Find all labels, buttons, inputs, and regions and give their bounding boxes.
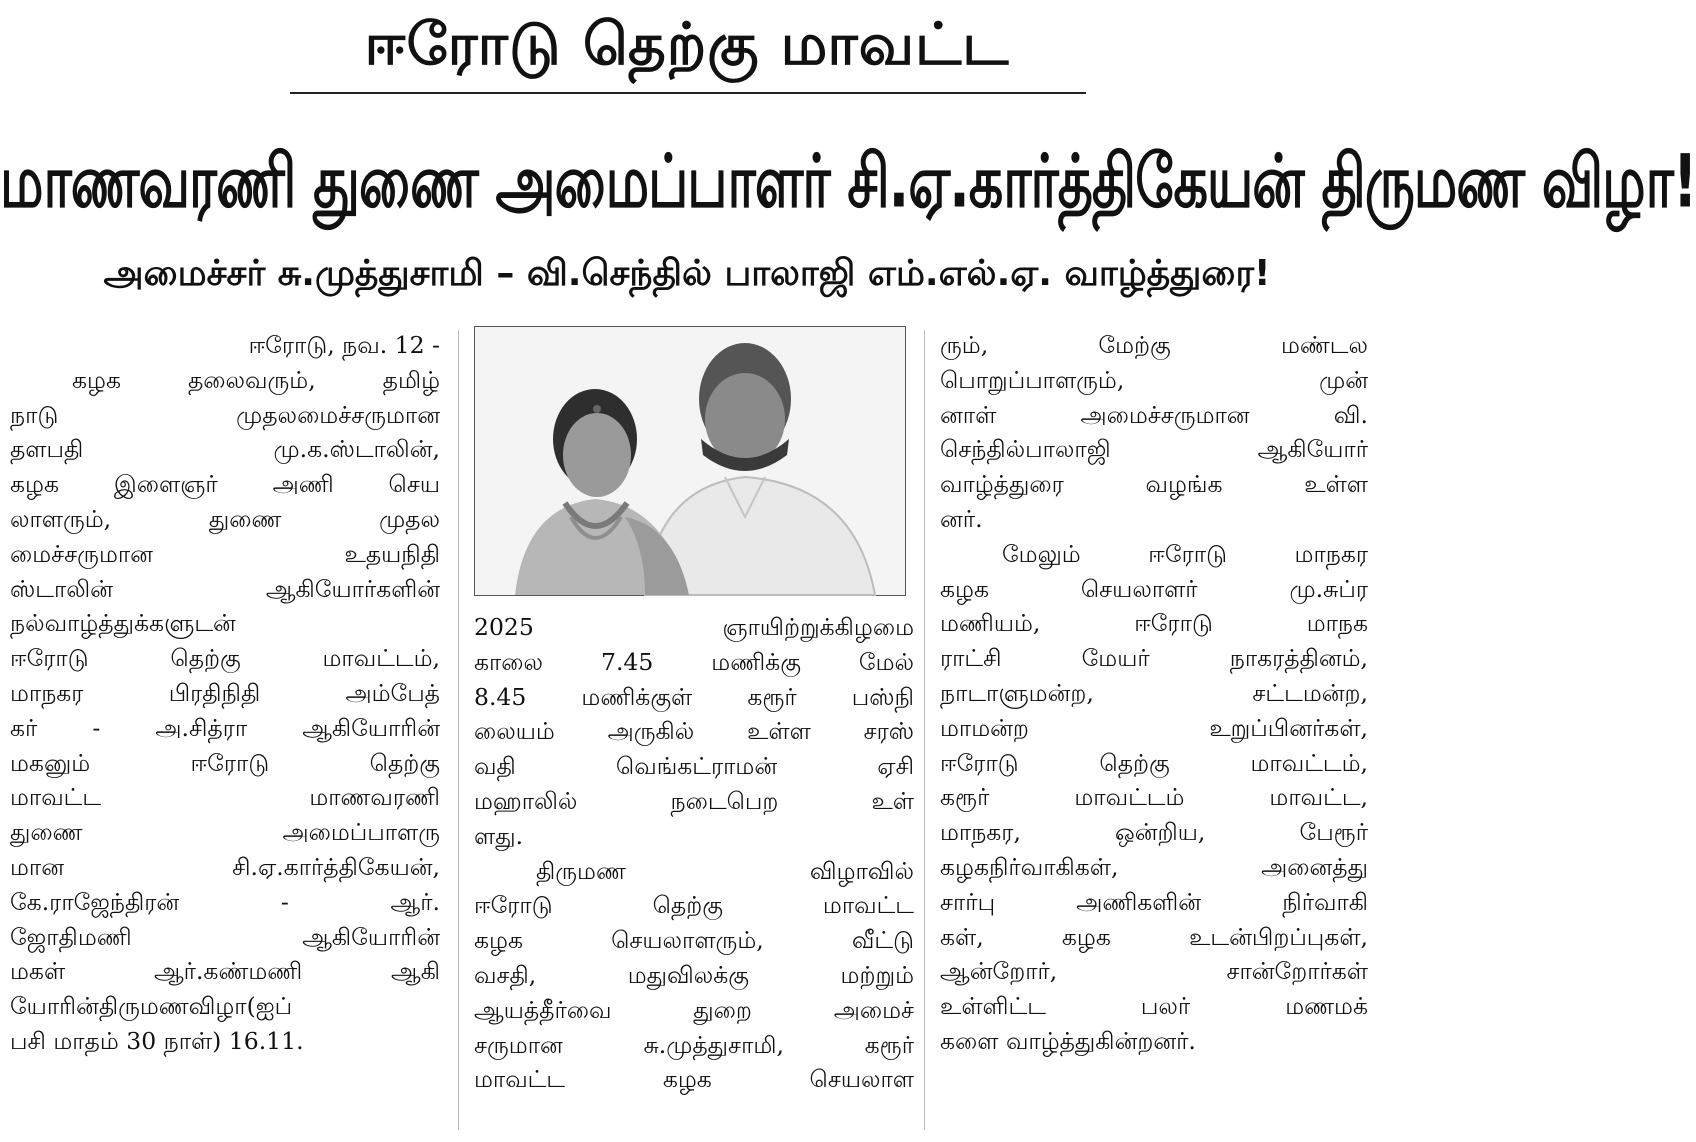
headline: மாணவரணி துணை அமைப்பாளர் சி.ஏ.கார்த்திகேயன் திருமண விழா!	[0, 139, 1696, 225]
column-line: களை வாழ்த்துகின்றனர்.	[940, 1026, 1196, 1055]
column-line: ஈரோடு தெற்கு மாவட்டம்,	[940, 748, 1368, 777]
column-line: மாமன்ற உறுப்பினர்கள்,	[940, 713, 1368, 742]
article-column-2	[474, 610, 914, 1097]
column-line: லையம் அருகில் உள்ள சரஸ்	[474, 717, 914, 746]
column-line: கழக இளைஞர் அணி செய	[10, 470, 440, 499]
column-line: ஆன்றோர், சான்றோர்கள்	[940, 957, 1368, 986]
column-line: ரும், மேற்கு மண்டல	[940, 331, 1368, 359]
column-line: பசி மாதம் 30 நாள்) 16.11.	[10, 1026, 304, 1055]
couple-photo	[474, 326, 906, 596]
column-line: மாவட்ட மாணவரணி	[10, 783, 440, 812]
column-line: செந்தில்பாலாஜி ஆகியோர்	[940, 435, 1368, 464]
column-line: மணியம், ஈரோடு மாநக	[940, 609, 1368, 638]
column-line: மாநகர பிரதிநிதி அம்பேத்	[10, 678, 440, 707]
column-line: காலை 7.45 மணிக்கு மேல்	[474, 647, 914, 676]
article-column-1	[10, 328, 440, 1059]
couple-photo-icon	[475, 327, 905, 595]
column-line: தளபதி மு.க.ஸ்டாலின்,	[10, 435, 440, 464]
column-line: ஜோதிமணி ஆகியோரின்	[10, 922, 440, 951]
column-line: மாவட்ட கழக செயலாள	[474, 1065, 914, 1094]
column-line: வசதி, மதுவிலக்கு மற்றும்	[474, 960, 914, 989]
column-line: ராட்சி மேயர் நாகரத்தினம்,	[940, 644, 1368, 673]
column-line: பொறுப்பாளரும், முன்	[940, 365, 1368, 394]
column-line: நாடு முதலமைச்சருமான	[10, 400, 440, 429]
column-line: மாநகர, ஒன்றிய, பேரூர்	[940, 818, 1368, 847]
column-line: வதி வெங்கட்ராமன் ஏசி	[474, 752, 914, 781]
column-line: சருமான சு.முத்துசாமி, கரூர்	[474, 1030, 914, 1059]
column-line: ஈரோடு தெற்கு மாவட்டம்,	[10, 644, 440, 673]
column-line: கரூர் மாவட்டம் மாவட்ட,	[940, 783, 1368, 812]
column-line: ளது.	[474, 821, 524, 850]
column-line: கர் - அ.சித்ரா ஆகியோரின்	[10, 713, 440, 742]
column-line: னர்.	[940, 504, 983, 533]
column-line: மகனும் ஈரோடு தெற்கு	[10, 748, 440, 777]
subheadline: அமைச்சர் சு.முத்துசாமி – வி.செந்தில் பாலாஜி எம்.எல்.ஏ. வாழ்த்துரை!	[103, 253, 1271, 294]
column-line: கே.ராஜேந்திரன் - ஆர்.	[10, 887, 440, 916]
column-line: யோரின்திருமணவிழா(ஐப்	[10, 992, 293, 1021]
column-line: ஈரோடு தெற்கு மாவட்ட	[474, 891, 914, 920]
column-line: லாளரும், துணை முதல	[10, 504, 440, 533]
column-line: கழகநிர்வாகிகள், அனைத்து	[940, 852, 1368, 881]
column-divider	[924, 330, 925, 1130]
column-line: மைச்சருமான உதயநிதி	[10, 539, 440, 568]
dateline: ஈரோடு, நவ. 12 -	[248, 331, 440, 359]
column-line: கழக செயலாளர் மு.சுப்ர	[940, 574, 1368, 603]
column-line: உள்ளிட்ட பலர் மணமக்	[940, 992, 1368, 1021]
kicker-underline	[290, 92, 1086, 94]
column-line: 8.45 மணிக்குள் கரூர் பஸ்நி	[474, 682, 914, 711]
column-line: துணை அமைப்பாளரு	[10, 818, 440, 847]
column-line: னாள் அமைச்சருமான வி.	[940, 400, 1368, 429]
kicker-title: ஈரோடு தெற்கு மாவட்ட	[364, 10, 1010, 78]
column-line: மகள் ஆர்.கண்மணி ஆகி	[10, 957, 440, 986]
column-line: மேலும் ஈரோடு மாநகர	[1002, 539, 1368, 568]
column-line: நல்வாழ்த்துக்களுடன்	[10, 609, 236, 638]
column-line: 2025 ஞாயிற்றுக்கிழமை	[474, 613, 914, 641]
column-line: ஸ்டாலின் ஆகியோர்களின்	[10, 574, 440, 603]
column-divider	[458, 330, 459, 1130]
column-line: ஆயத்தீர்வை துறை அமைச்	[474, 995, 914, 1024]
article-column-3	[940, 328, 1368, 1059]
column-line: மஹாலில் நடைபெற உள்	[474, 786, 914, 815]
column-line: நாடாளுமன்ற, சட்டமன்ற,	[940, 678, 1368, 707]
column-line: கழக தலைவரும், தமிழ்	[72, 365, 440, 394]
column-line: சார்பு அணிகளின் நிர்வாகி	[940, 887, 1368, 916]
column-line: கள், கழக உடன்பிறப்புகள்,	[940, 922, 1368, 951]
column-line: கழக செயலாளரும், வீட்டு	[474, 926, 914, 955]
column-line: மான சி.ஏ.கார்த்திகேயன்,	[10, 852, 440, 881]
column-line: வாழ்த்துரை வழங்க உள்ள	[940, 470, 1368, 499]
column-line: திருமண விழாவில்	[536, 856, 914, 885]
